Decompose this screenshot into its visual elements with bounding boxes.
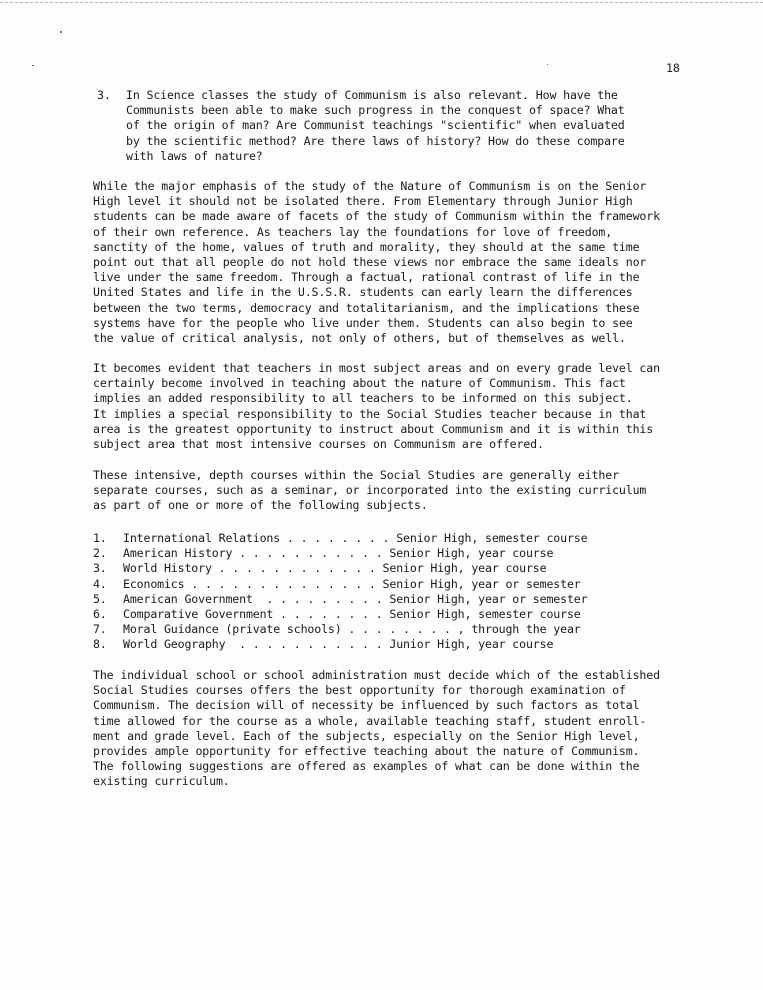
list-item: 1. International Relations . . . . . . . . Senior High, semester course [93, 531, 588, 545]
subject-list [93, 531, 743, 653]
point-text: In Science classes the study of Communism is also relevant. How have the Communists been able to make such progress in the conquest of space? What of the origin of man? Are Communist teachings "scientific" when evaluated by the scientific method? Are there laws of history? How do these compare with laws of nature? [126, 88, 625, 163]
list-item: 2. American History . . . . . . . . . . . Senior High, year course [93, 546, 554, 561]
paragraph-intensive-courses: These intensive, depth courses within the Social Studies are generally either separate courses, such as a seminar, or incorporated into the existing curriculum as part of one or more of the following subjects. [93, 468, 647, 513]
scan-top-edge [0, 2, 763, 3]
list-item: 6. Comparative Government . . . . . . . . Senior High, semester course [93, 606, 581, 621]
point-number: 3. [97, 88, 111, 102]
paragraph-teacher-responsibility: It becomes evident that teachers in most subject areas and on every grade level can certainly become involved in teaching about the nature of Communism. This fact implies an added responsibility to all teachers to be informed on this subject. It implies a special responsibility to the Social Studies teacher because in that area is the greatest opportunity to instruct about Communism and it is within this subject area that most intensive courses on Communism are offered. [93, 361, 660, 452]
list-item: 3. World History . . . . . . . . . . . . Senior High, year course [93, 561, 547, 576]
scan-speck [32, 65, 34, 66]
page-number: 18 [666, 61, 680, 75]
list-item: 8. World Geography . . . . . . . . . . . Junior High, year course [93, 637, 554, 652]
numbered-point-3 [97, 88, 737, 164]
list-item: 7. Moral Guidance (private schools) . . . . . . . . , through the year [93, 622, 581, 637]
list-item: 5. American Government . . . . . . . . . Senior High, year or semester [93, 591, 588, 606]
scan-speck [547, 64, 548, 65]
paragraph-senior-high-emphasis: While the major emphasis of the study of the Nature of Communism is on the Senior High level it should not be isolated there. From Elementary through Junior High students can be made aware of facets of the study of Communism within the framework of their own reference. As teachers lay the foundations for love of freedom, sanctity of the home, values of truth and morality, they should at the same time point out that all people do not hold these views nor embrace the same ideals nor live under the same freedom. Through a factual, rational contrast of life in the United States and life in the U.S.S.R. students can early learn the differences between the two terms, democracy and totalitarianism, and the implications these systems have for the people who live under them. Students can also begin to see the value of critical analysis, not only of others, but of themselves as well. [93, 179, 660, 346]
scan-speck [60, 31, 62, 33]
list-item: 4. Economics . . . . . . . . . . . . . . Senior High, year or semester [93, 576, 581, 591]
paragraph-course-selection: The individual school or school administration must decide which of the established Social Studies courses offers the best opportunity for thorough examination of Communism. The decision will of necessity be influenced by such factors as total time allowed for the course as a whole, available teaching staff, student enroll- ment and grade level. Each of the subjects, especially on the Senior High level, provides ample opportunity for effective teaching about the nature of Communism. The following suggestions are offered as examples of what can be done within the existing curriculum. [93, 668, 660, 789]
